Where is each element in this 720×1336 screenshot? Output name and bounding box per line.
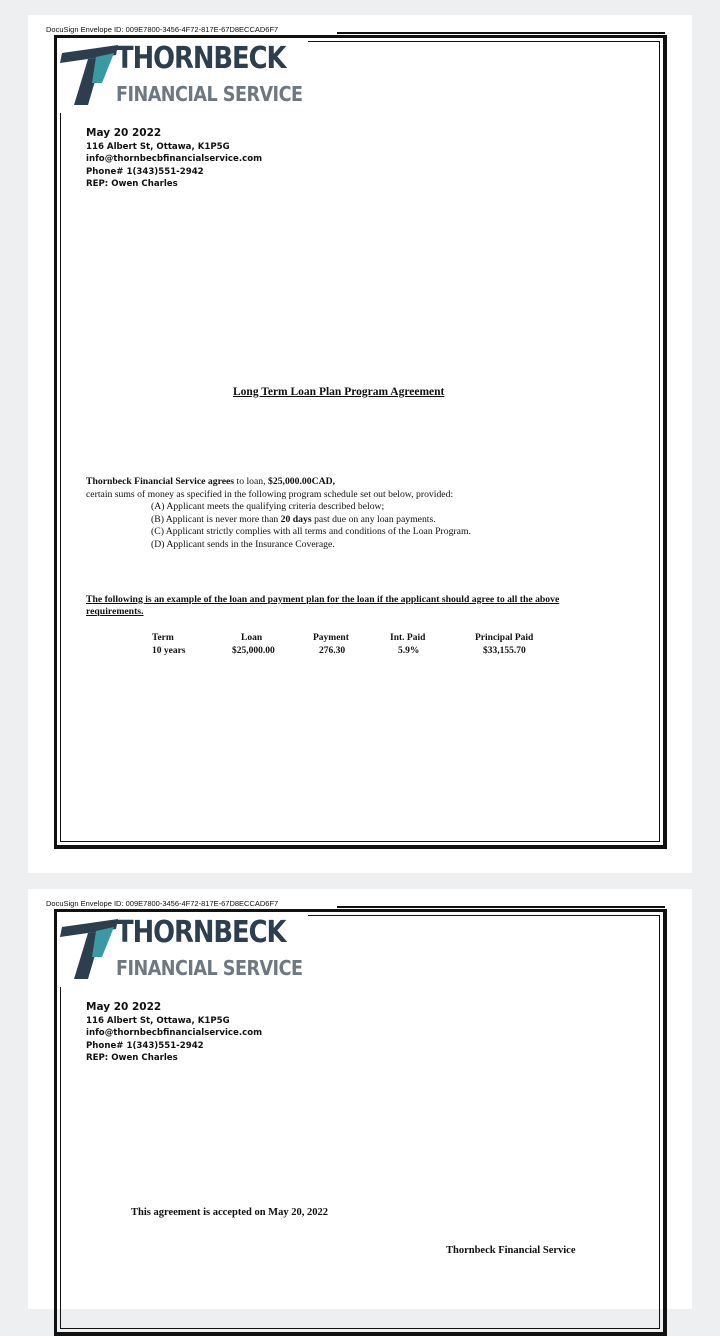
header-rule — [337, 32, 665, 34]
intro-line-2: certain sums of money as specified in the following program schedule set out below, provided: — [86, 489, 454, 500]
table-cell-int-paid: 5.9% — [398, 646, 420, 656]
docusign-envelope-id: DocuSign Envelope ID: 009E7800-3456-4F72-817E-67D8ECCAD6F7 — [46, 25, 279, 34]
thornbeck-logo-icon — [58, 917, 122, 981]
condition-a: (A) Applicant meets the qualifying criteria described below; — [151, 501, 385, 512]
letter-phone: Phone# 1(343)551-2942 — [86, 1041, 204, 1051]
letter-address: 116 Albert St, Ottawa, K1P5G — [86, 1016, 230, 1026]
letter-date: May 20 2022 — [86, 1001, 162, 1013]
header-rule — [337, 906, 665, 908]
table-header-payment: Payment — [313, 633, 349, 643]
table-header-term: Term — [152, 633, 174, 643]
document-page-1 — [28, 15, 692, 873]
example-heading-line-2: requirements. — [86, 606, 144, 617]
condition-d: (D) Applicant sends in the Insurance Coverage. — [151, 539, 335, 550]
example-heading-line-1: The following is an example of the loan and payment plan for the loan if the applicant should agree to all the above — [86, 594, 560, 605]
table-cell-term: 10 years — [152, 646, 186, 656]
logo-name-line2: FINANCIAL SERVICE — [116, 82, 303, 106]
letter-date: May 20 2022 — [86, 127, 162, 139]
logo-name-line1: THORNBECK — [116, 915, 286, 950]
letter-email: info@thornbecbfinancialservice.com — [86, 1028, 263, 1038]
signatory-company: Thornbeck Financial Service — [446, 1245, 576, 1256]
letter-rep: REP: Owen Charles — [86, 179, 178, 189]
table-cell-payment: 276.30 — [319, 646, 346, 656]
condition-c: (C) Applicant strictly complies with all terms and conditions of the Loan Program. — [151, 526, 471, 537]
table-header-int-paid: Int. Paid — [390, 633, 426, 643]
letter-rep: REP: Owen Charles — [86, 1053, 178, 1063]
docusign-envelope-id: DocuSign Envelope ID: 009E7800-3456-4F72-817E-67D8ECCAD6F7 — [46, 899, 279, 908]
thornbeck-logo-icon — [58, 43, 122, 107]
table-header-principal-paid: Principal Paid — [475, 633, 534, 643]
intro-line-1: Thornbeck Financial Service agrees to loan, $25,000.00CAD, — [86, 476, 336, 487]
logo-name-line2: FINANCIAL SERVICE — [116, 956, 303, 980]
table-header-loan: Loan — [241, 633, 263, 643]
letter-email: info@thornbecbfinancialservice.com — [86, 154, 263, 164]
table-cell-principal-paid: $33,155.70 — [483, 646, 526, 656]
letter-address: 116 Albert St, Ottawa, K1P5G — [86, 142, 230, 152]
letter-phone: Phone# 1(343)551-2942 — [86, 167, 204, 177]
condition-b: (B) Applicant is never more than 20 days past due on any loan payments. — [151, 514, 436, 525]
document-page-2 — [28, 889, 692, 1309]
acceptance-statement: This agreement is accepted on May 20, 2022 — [131, 1207, 328, 1218]
logo-name-line1: THORNBECK — [116, 41, 286, 76]
agreement-title: Long Term Loan Plan Program Agreement — [233, 386, 445, 398]
table-cell-loan: $25,000.00 — [232, 646, 275, 656]
